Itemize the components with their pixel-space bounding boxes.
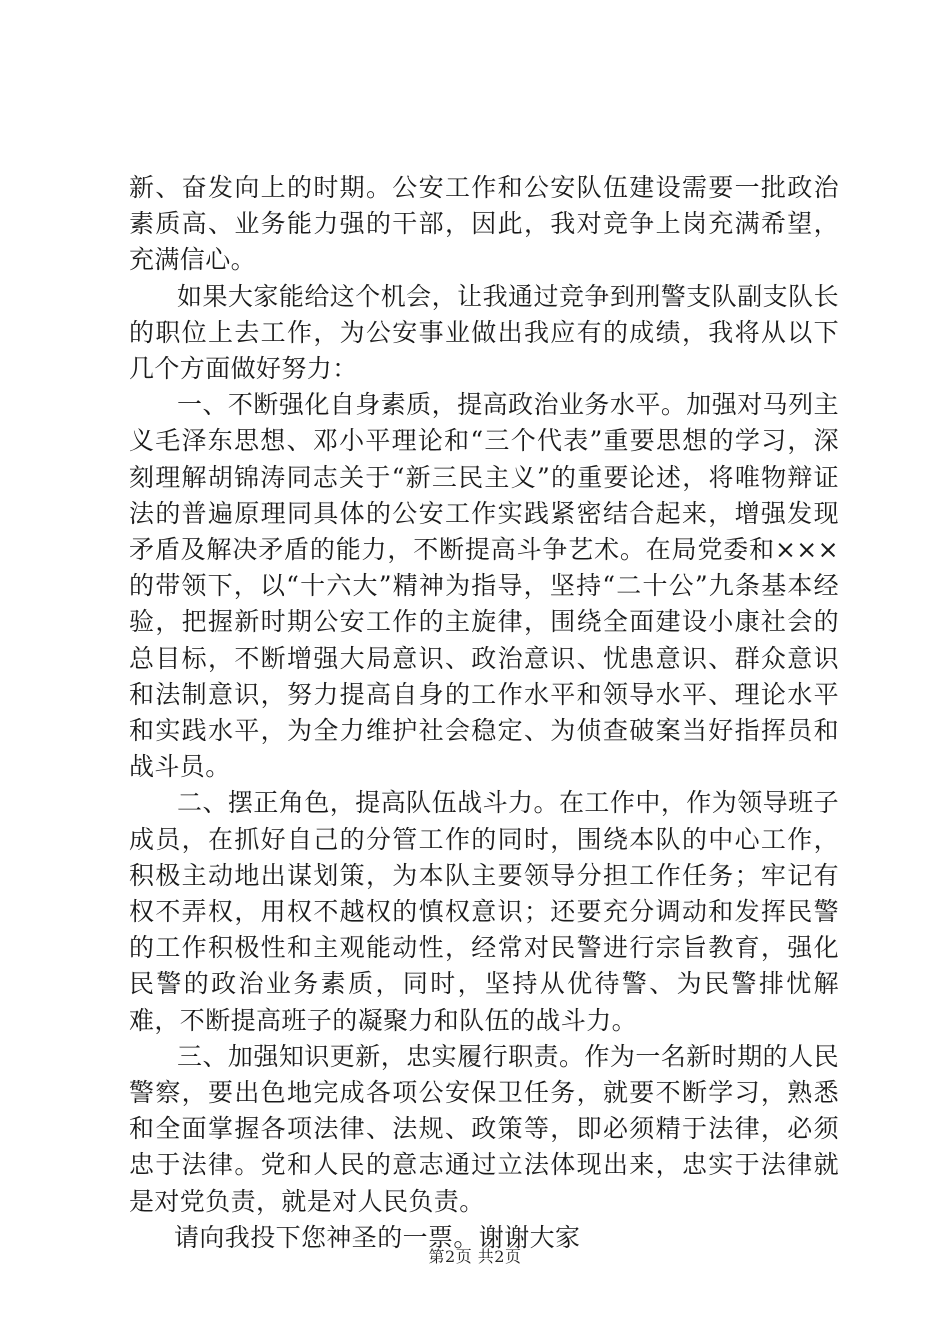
paragraph-intro: 如果大家能给这个机会，让我通过竞争到刑警支队副支队长的职位上去工作，为公安事业做出我应有的成绩，我将从以下几个方面做好努力： [129,281,839,384]
paragraph-point-three: 三、加强知识更新，忠实履行职责。作为一名新时期的人民警察，要出色地完成各项公安保卫任务，就要不断学习，熟悉和全面掌握各项法律、法规、政策等，即必须精于法律，必须忠于法律。党和人民的意志通过立法体现出来，忠实于法律就是对党负责，就是对人民负责。 [129,1041,839,1216]
paragraph-point-one: 一、不断强化自身素质，提高政治业务水平。加强对马列主义毛泽东思想、邓小平理论和“三个代表”重要思想的学习，深刻理解胡锦涛同志关于“新三民主义”的重要论述，将唯物辩证法的普遍原理同具体的公安工作实践紧密结合起来，增强发现矛盾及解决矛盾的能力，不断提高斗争艺术。在局党委和×××的带领下，以“十六大”精神为指导，坚持“二十公”九条基本经验，把握新时期公安工作的主旋律，围绕全面建设小康社会的总目标，不断增强大局意识、政治意识、忧患意识、群众意识和法制意识，努力提高自身的工作水平和领导水平、理论水平和实践水平，为全力维护社会稳定、为侦查破案当好指挥员和战斗员。 [129,390,839,782]
paragraph-point-two: 二、摆正角色，提高队伍战斗力。在工作中，作为领导班子成员，在抓好自己的分管工作的同时，围绕本队的中心工作，积极主动地出谋划策，为本队主要领导分担工作任务；牢记有权不弄权，用权不越权的慎权意识；还要充分调动和发挥民警的工作积极性和主观能动性，经常对民警进行宗旨教育，强化民警的政治业务素质，同时，坚持从优待警、为民警排忧解难，不断提高班子的凝聚力和队伍的战斗力。 [129,788,839,1035]
paragraph-closing: 请向我投下您神圣的一票。谢谢大家 [174,1222,581,1252]
page-footer: 第2页 共2页 [428,1247,522,1266]
paragraph-continuation: 新、奋发向上的时期。公安工作和公安队伍建设需要一批政治素质高、业务能力强的干部，因此，我对竞争上岗充满希望，充满信心。 [129,173,839,275]
document-body [129,170,839,1256]
